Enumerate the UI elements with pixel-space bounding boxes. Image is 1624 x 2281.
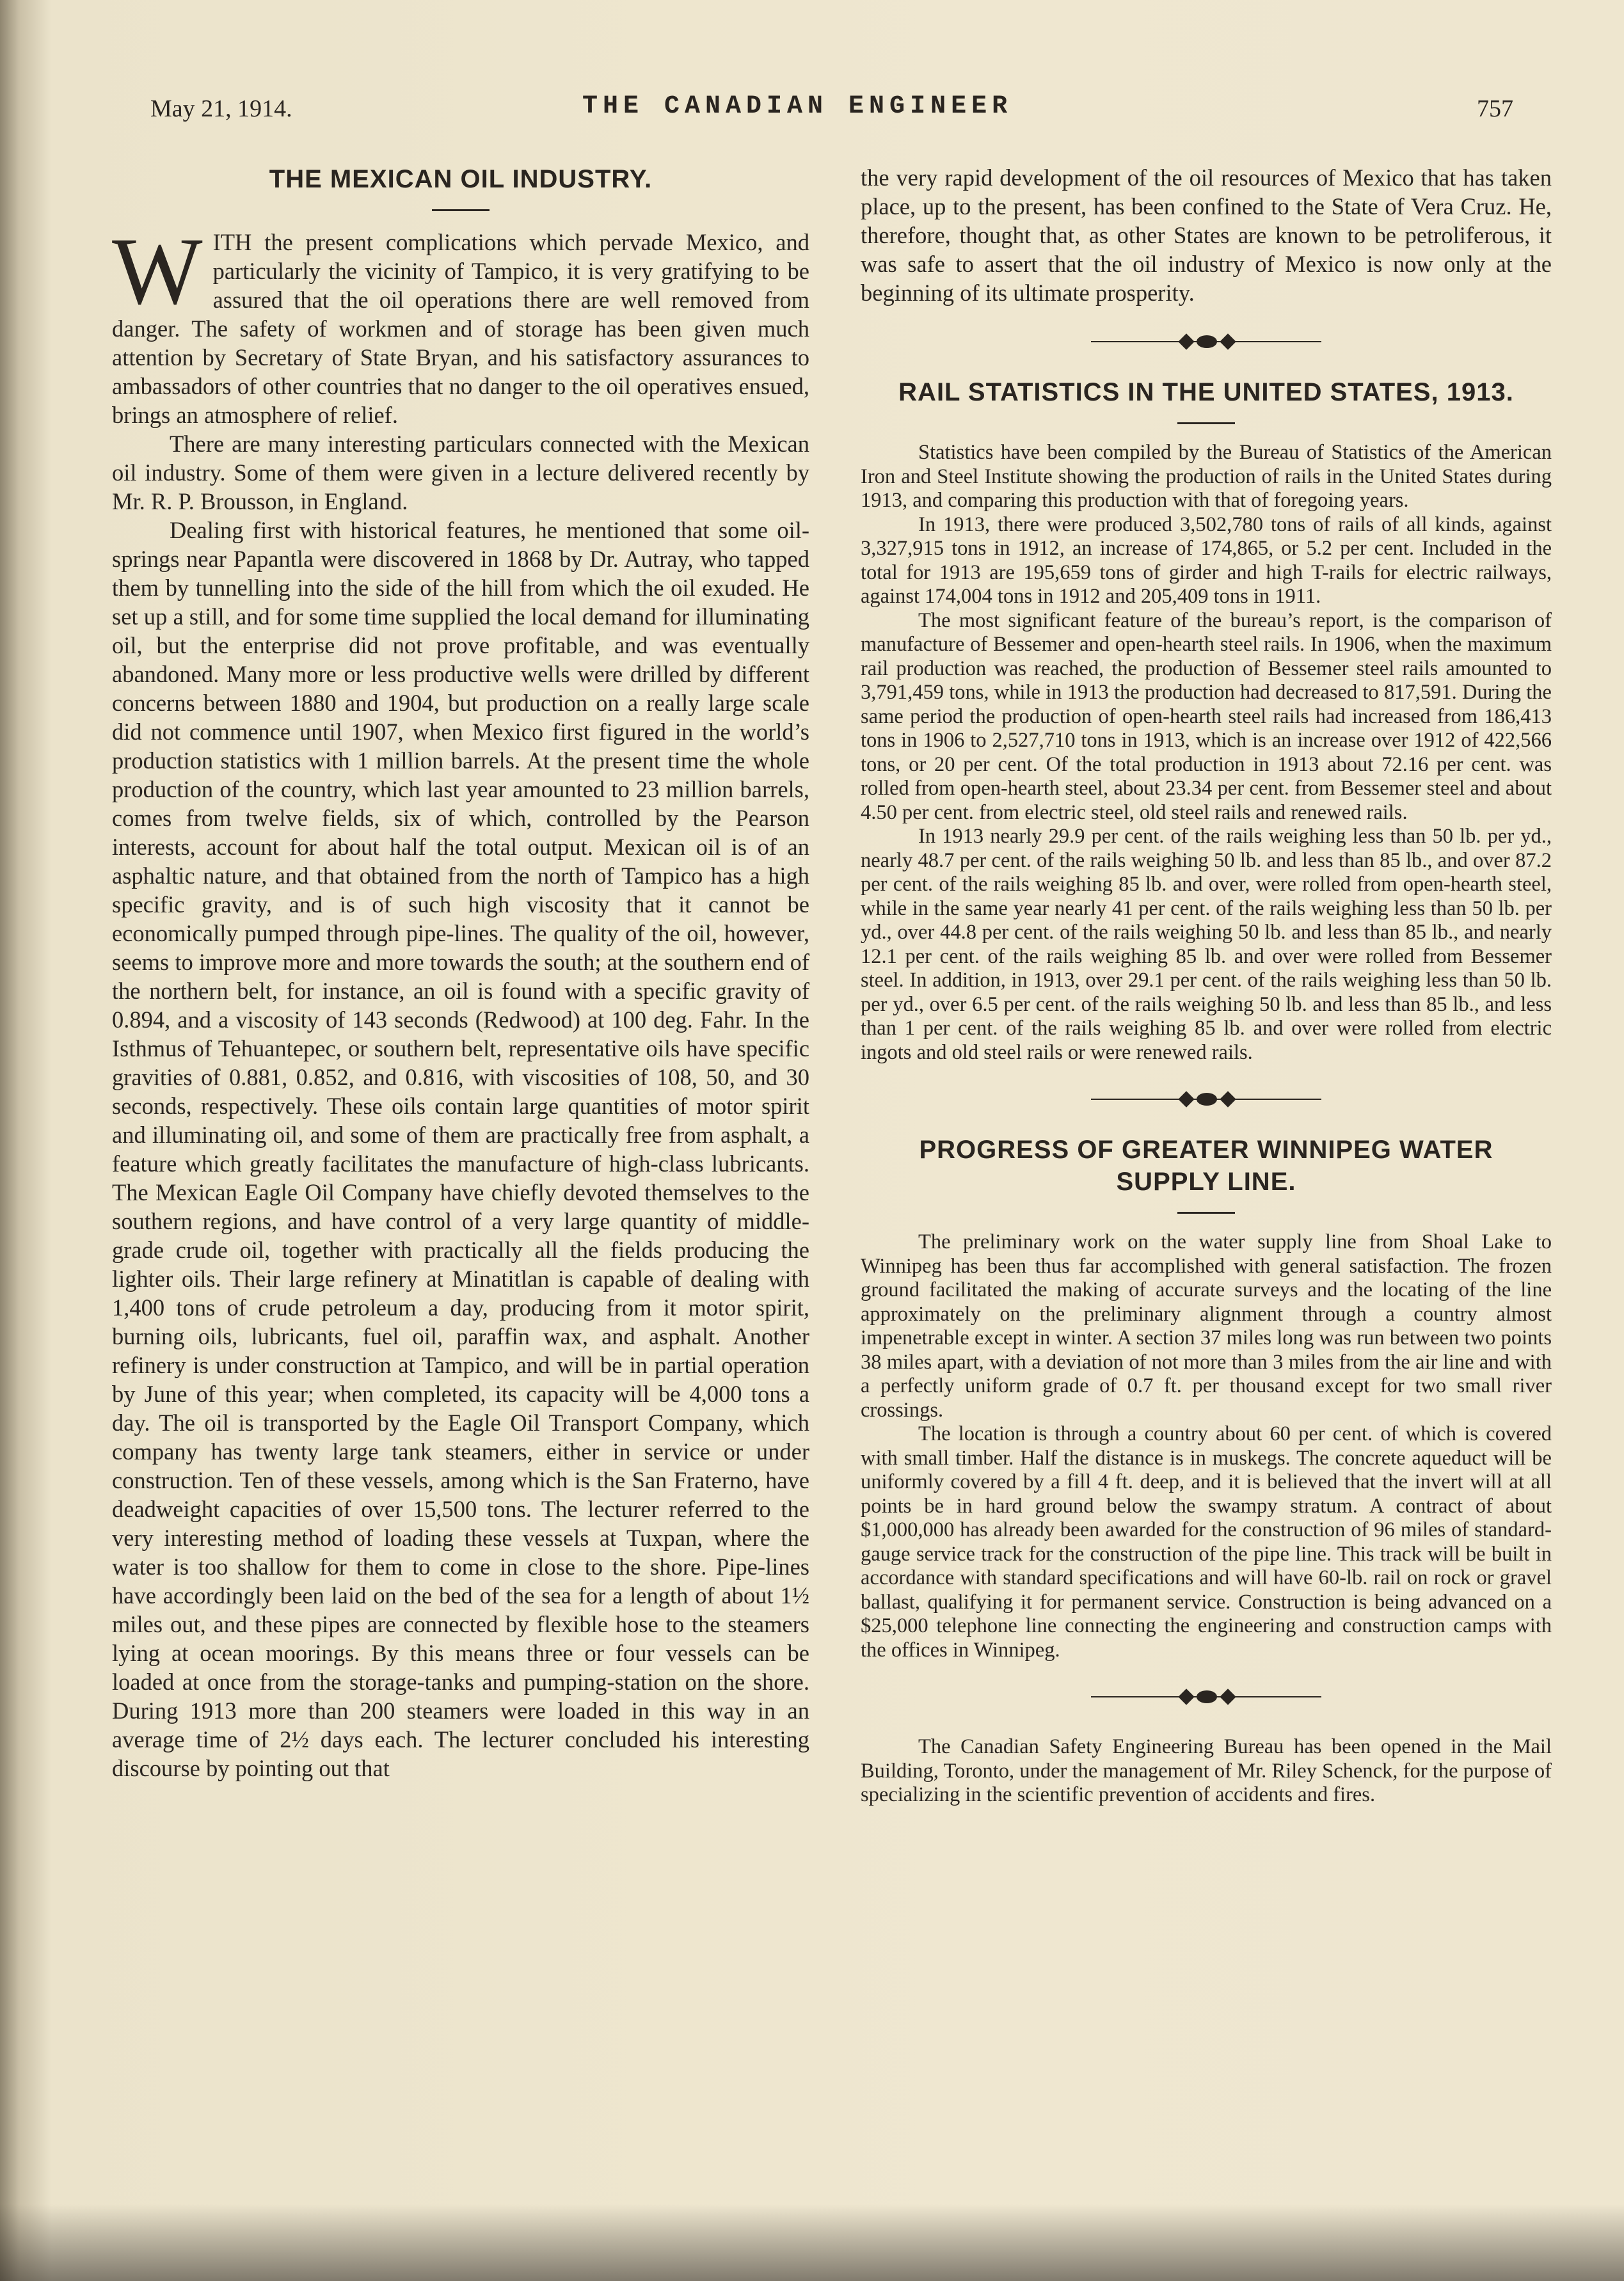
section-divider-ornament bbox=[1091, 329, 1321, 354]
page-edge-shadow bbox=[0, 2204, 1624, 2281]
notice-paragraph: The Canadian Safety Engineering Bureau has been opened in the Mail Building, Toronto, under the management of Mr. Riley Schenck, for the purpose of specializing in the scientific prevention of accidents and fires. bbox=[861, 1735, 1552, 1806]
page-header bbox=[150, 90, 1513, 128]
title-rule bbox=[1177, 1212, 1235, 1214]
article-paragraph: In 1913, there were produced 3,502,780 tons of rails of all kinds, against 3,327,915 tons in 1912, an increase of 174,865, or 5.2 per cent. Included in the total for 1913 are 195,659 tons of girder and high T-rails for electric railways, against 174,004 tons in 1912 and 205,409 tons in 1911. bbox=[861, 513, 1552, 608]
drop-cap: W bbox=[112, 218, 203, 324]
article-paragraph: In 1913 nearly 29.9 per cent. of the rails weighing less than 50 lb. per yd., nearly 48.7 per cent. of the rails weighing 50 lb. and less than 85 lb., and over 87.2 per cent. of the rails weighing 85 lb. and over, were rolled from open-hearth steel, while in the same year nearly 41 per cent. of the rails weighing less than 50 lb. per yd., over 44.8 per cent. of the rails weighing 50 lb. and less than 85 lb., and nearly 12.1 per cent. of the rails weighing 85 lb. and over were rolled from Bessemer steel. In addition, in 1913, over 29.1 per cent. of the rails weighing less than 50 lb. per yd., over 6.5 per cent. of the rails weighing 50 lb. and less than 85 lb., and less than 1 per cent. of the rails weighing 85 lb. and over were rolled from electric ingots and old steel rails or were renewed rails. bbox=[861, 825, 1552, 1064]
journal-title: THE CANADIAN ENGINEER bbox=[582, 92, 1013, 121]
right-column bbox=[861, 163, 1552, 1808]
article-paragraph: The location is through a country about 60 per cent. of which is covered with small timber. Half the distance is in muskegs. The concrete aqueduct will be uniformly covered by a fill 4 ft. deep, and it is believed that the invert will at all points be in hard ground below the swampy stratum. A contract of about $1,000,000 has already been awarded for the construction of 96 miles of standard-gauge service track for the construction of the pipe line. This track will be built in accordance with standard specifications and will have 60-lb. rail on rock or gravel ballast, qualifying it for permanent service. Construction is being advanced on a $25,000 telephone line connecting the engineering and construction camps with the offices in Winnipeg. bbox=[861, 1422, 1552, 1662]
article-paragraph: The preliminary work on the water supply line from Shoal Lake to Winnipeg has been thus far accomplished with general satisfaction. The frozen ground facilitated the making of accurate surveys and the locating of the line approximately on the preliminary alignment through a country almost impenetrable except in winter. A section 37 miles long was run between two points 38 miles apart, with a deviation of not more than 3 miles from the air line and with a perfectly uniform grade of 0.7 ft. per thousand except for two small river crossings. bbox=[861, 1230, 1552, 1422]
article-paragraph: WITH the present complications which pervade Mexico, and particularly the vicinity of Tampico, it is very gratifying to be assured that the oil operations there are well removed from danger. The safety of workmen and of storage has been given much attention by Secretary of State Bryan, and his satisfactory assurances to ambassadors of other countries that no danger to the oil operatives ensued, brings an atmosphere of relief. bbox=[112, 218, 809, 428]
section-divider-ornament bbox=[1091, 1684, 1321, 1710]
section-divider-ornament bbox=[1091, 1086, 1321, 1112]
title-rule bbox=[1177, 422, 1235, 424]
article-title-winnipeg-water: PROGRESS OF GREATER WINNIPEG WATER SUPPLY LINE. bbox=[919, 1136, 1493, 1196]
left-column bbox=[112, 163, 809, 1783]
article-paragraph: Statistics have been compiled by the Bureau of Statistics of the American Iron and Steel Institute showing the production of rails in the United States during 1913, and comparing this production with that of foregoing years. bbox=[861, 441, 1552, 512]
title-rule bbox=[432, 209, 490, 211]
article-paragraph: Dealing first with historical features, he mentioned that some oil-springs near Papantla were discovered in 1868 by Dr. Autray, who tapped them by tunnelling into the side of the hill from which the oil exuded. He set up a still, and for some time supplied the local demand for illuminating oil, but the enterprise did not prove profitable, and was eventually abandoned. Many more or less productive wells were drilled by different concerns between 1880 and 1904, but production on a really large scale did not commence until 1907, when Mexico first figured in the world’s production statistics with 1 million barrels. At the present time the whole production of the country, which last year amounted to 23 million barrels, comes from twelve fields, six of which, controlled by the Pearson interests, account for about half the total output. Mexican oil is of an asphaltic nature, and that obtained from the north of Tampico has a high specific gravity, and is of such high viscosity that it cannot be economically pumped through pipe-lines. The quality of the oil, however, seems to improve more and more towards the south; at the southern end of the northern belt, for instance, an oil is found with a specific gravity of 0.894, and a viscosity of 143 seconds (Redwood) at 100 deg. Fahr. In the Isthmus of Tehuantepec, or southern belt, representative oils have specific gravities of 0.881, 0.852, and 0.816, with viscosities of 108, 50, and 30 seconds, respectively. These oils contain large quantities of motor spirit and illuminating oil, and some of them are practically free from asphalt, a feature which greatly facilitates the manufacture of high-class lubricants. The Mexican Eagle Oil Company have chiefly devoted themselves to the southern regions, and have control of a very large quantity of middle-grade crude oil, together with practically all the fields producing the lighter oils. Their large refinery at Minatitlan is capable of dealing with 1,400 tons of crude petroleum a day, producing from it motor spirit, burning oils, lubricants, fuel oil, paraffin wax, and asphalt. Another refinery is under construction at Tampico, and will be in partial operation by June of this year; when completed, its capacity will be 4,000 tons a day. The oil is transported by the Eagle Oil Transport Company, which company has twenty large tank steamers, either in service or under construction. Ten of these vessels, among which is the San Fraterno, have deadweight capacities of over 15,500 tons. The lecturer referred to the very interesting method of loading these vessels at Tuxpan, where the water is too shallow for them to come in close to the shore. Pipe-lines have accordingly been laid on the bed of the sea for a length of about 1½ miles out, and these pipes are connected by flexible hose to the steamers lying at ocean moorings. By this means three or four vessels can be loaded at once from the storage-tanks and pumping-station on the shore. During 1913 more than 200 steamers were loaded in this way in an average time of 2½ days each. The lecturer concluded his interesting discourse by pointing out that bbox=[112, 517, 809, 1781]
article-title-rail-statistics: RAIL STATISTICS IN THE UNITED STATES, 1913. bbox=[898, 378, 1514, 406]
page-number: 757 bbox=[1477, 95, 1513, 122]
article-paragraph: The most significant feature of the bureau’s report, is the comparison of manufacture of Bessemer and open-hearth steel rails. In 1906, when the maximum rail production was reached, the production of Bessemer steel rails amounted to 3,791,459 tons, while in 1913 the production had decreased to 817,591. During the same period the production of open-hearth steel rails had increased from 186,413 tons in 1906 to 2,527,710 tons in 1913, which is an increase over 1912 of 422,566 tons, or 20 per cent. Of the total production in 1913 about 72.16 per cent. was rolled from open-hearth steel, about 23.34 per cent. from Bessemer steel and about 4.50 per cent. from electric steel, old steel rails and renewed rails. bbox=[861, 608, 1552, 824]
article-title-mexican-oil: THE MEXICAN OIL INDUSTRY. bbox=[269, 165, 653, 193]
article-paragraph-continued: the very rapid development of the oil resources of Mexico that has taken place, up to the present, has been confined to the State of Vera Cruz. He, therefore, thought that, as other States are known to be petroliferous, it was safe to assert that the oil industry of Mexico is now only at the beginning of its ultimate prosperity. bbox=[861, 164, 1552, 306]
article-paragraph: There are many interesting particulars connected with the Mexican oil industry. Some of them were given in a lecture delivered recently by Mr. R. P. Brousson, in England. bbox=[112, 431, 809, 514]
issue-date: May 21, 1914. bbox=[150, 95, 292, 122]
